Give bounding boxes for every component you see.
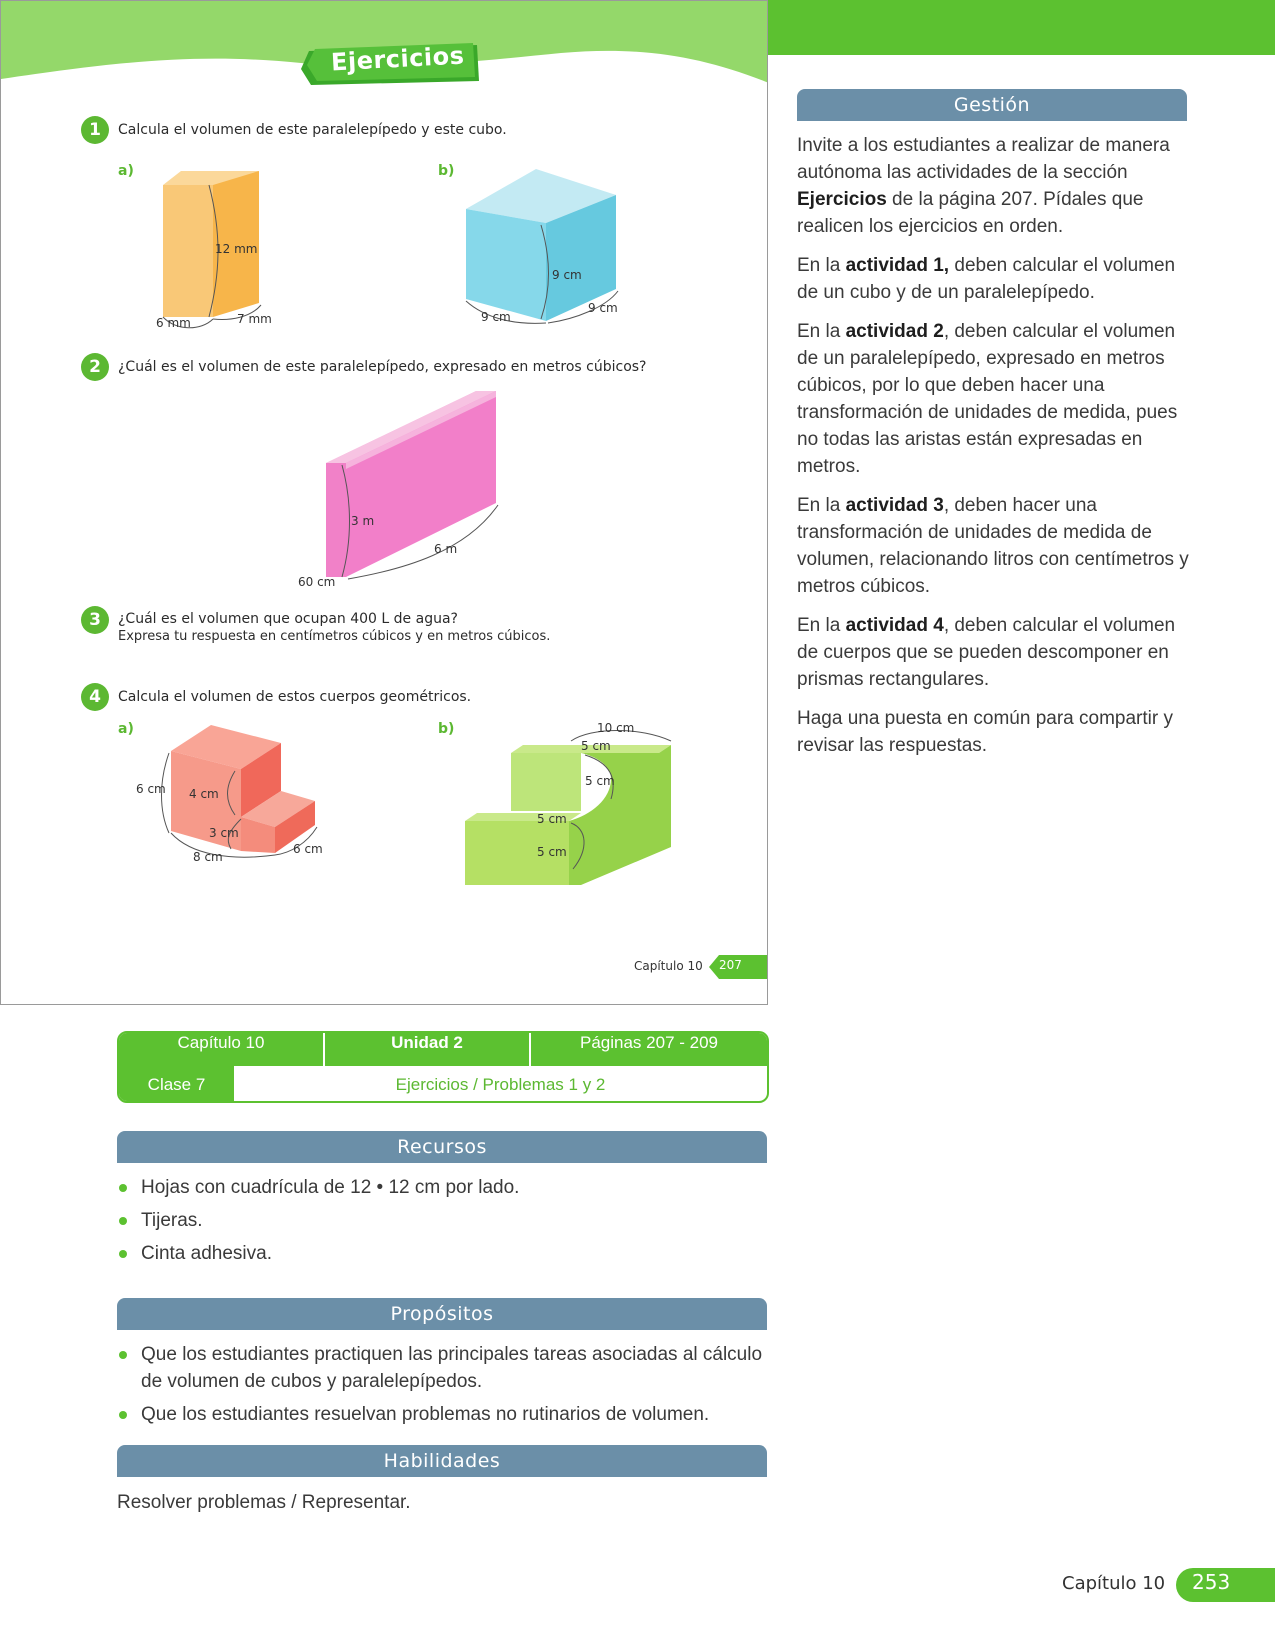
q4-label-a: a)	[118, 721, 134, 737]
bullet-dot-icon	[119, 1184, 127, 1192]
recursos-header: Recursos	[117, 1131, 767, 1163]
q4a-label-d4: 8 cm	[193, 850, 223, 864]
question-2-text: ¿Cuál es el volumen de este paralelepípedo, expresado en metros cúbicos?	[118, 359, 647, 375]
q1a-depth-label: 6 mm	[156, 316, 191, 330]
propositos-header: Propósitos	[117, 1298, 767, 1330]
header-green-bar	[768, 0, 1275, 55]
bullet-dot-icon	[119, 1217, 127, 1225]
q1b-height-label: 9 cm	[552, 268, 582, 282]
q4a-label-d5: 6 cm	[293, 842, 323, 856]
habilidades-header: Habilidades	[117, 1445, 767, 1477]
bullet-dot-icon	[119, 1250, 127, 1258]
q4b-label-d5: 5 cm	[537, 845, 567, 859]
q4b-steps-figure	[461, 719, 681, 889]
q4-label-b: b)	[438, 721, 455, 737]
q1-label-b: b)	[438, 163, 455, 179]
q4a-label-d2: 4 cm	[189, 787, 219, 801]
question-number-4: 4	[81, 683, 109, 711]
footer-chapter: Capítulo 10	[1062, 1573, 1166, 1594]
gestion-paragraph-6: Haga una puesta en común para compartir y revisar las respuestas.	[797, 708, 1173, 756]
question-number-2: 2	[81, 353, 109, 381]
q1-label-a: a)	[118, 163, 134, 179]
info-topic: Ejercicios / Problemas 1 y 2	[395, 1075, 606, 1094]
q1a-height-label: 12 mm	[215, 242, 258, 256]
question-3-subtext: Expresa tu respuesta en centímetros cúbicos y en metros cúbicos.	[118, 629, 551, 644]
q4b-label-d1: 10 cm	[597, 721, 635, 735]
q2-depth-label: 60 cm	[298, 575, 336, 589]
student-page	[0, 0, 768, 1005]
info-class: Clase 7	[119, 1066, 234, 1103]
question-4-text: Calcula el volumen de estos cuerpos geométricos.	[118, 689, 472, 705]
question-number-1: 1	[81, 116, 109, 144]
question-1-text: Calcula el volumen de este paralelepípedo y este cubo.	[118, 122, 507, 138]
habilidades-text: Resolver problemas / Representar.	[117, 1492, 411, 1513]
propositos-list	[117, 1341, 767, 1434]
q2-prism-figure	[296, 391, 506, 591]
q4b-label-d3: 5 cm	[585, 774, 615, 788]
list-item: Hojas con cuadrícula de 12 • 12 cm por lado.	[117, 1174, 767, 1201]
gestion-paragraph-2: En la actividad 1, deben calcular el volumen de un cubo y de un paralelepípedo.	[797, 255, 1176, 303]
info-pages: Páginas 207 - 209	[580, 1033, 718, 1052]
q4b-label-d4: 5 cm	[537, 812, 567, 826]
gestion-paragraph-3: En la actividad 2, deben calcular el volumen de un paralelepípedo, expresado en metros cúbicos, por lo que deben hacer una transformación de unidades de medida, pues no todas las aristas están expresadas en metros.	[797, 321, 1178, 477]
list-item: Que los estudiantes practiquen las principales tareas asociadas al cálculo de volumen de cubos y paralelepípedos.	[117, 1341, 767, 1395]
list-item: Que los estudiantes resuelvan problemas no rutinarios de volumen.	[117, 1401, 767, 1428]
gestion-paragraph-1: Invite a los estudiantes a realizar de manera autónoma las actividades de la sección Ejercicios de la página 207. Pídales que realicen los ejercicios en orden.	[797, 135, 1170, 237]
class-info-table	[117, 1031, 769, 1103]
question-3-text: ¿Cuál es el volumen que ocupan 400 L de agua?	[118, 611, 458, 627]
q2-height-label: 3 m	[351, 514, 375, 528]
q4b-label-d2: 5 cm	[581, 739, 611, 753]
q2-length-label: 6 m	[434, 542, 458, 556]
q4a-l-shape-figure	[131, 721, 331, 871]
q1a-prism-figure	[151, 171, 281, 331]
recursos-list	[117, 1174, 767, 1273]
q1b-depth-label: 9 cm	[481, 310, 511, 324]
info-unit: Unidad 2	[391, 1033, 463, 1052]
list-item: Cinta adhesiva.	[117, 1240, 767, 1267]
gestion-header: Gestión	[797, 89, 1187, 121]
page-title: Ejercicios	[330, 41, 466, 77]
footer-page-number: 253	[1192, 1570, 1231, 1594]
q4a-label-d3: 3 cm	[209, 826, 239, 840]
student-footer-page: 207	[719, 958, 742, 972]
bullet-dot-icon	[119, 1411, 127, 1419]
q1a-width-label: 7 mm	[237, 312, 272, 326]
bullet-dot-icon	[119, 1351, 127, 1359]
list-item: Tijeras.	[117, 1207, 767, 1234]
student-footer-chapter: Capítulo 10	[634, 959, 703, 973]
q1b-cube-figure	[456, 169, 626, 329]
q4a-label-d1: 6 cm	[136, 782, 166, 796]
info-chapter: Capítulo 10	[177, 1033, 265, 1052]
gestion-paragraph-5: En la actividad 4, deben calcular el volumen de cuerpos que se pueden descomponer en prismas rectangulares.	[797, 615, 1176, 690]
question-number-3: 3	[81, 606, 109, 634]
gestion-paragraph-4: En la actividad 3, deben hacer una transformación de unidades de medida de volumen, relacionando litros con centímetros y metros cúbicos.	[797, 495, 1189, 597]
q1b-width-label: 9 cm	[588, 301, 618, 315]
